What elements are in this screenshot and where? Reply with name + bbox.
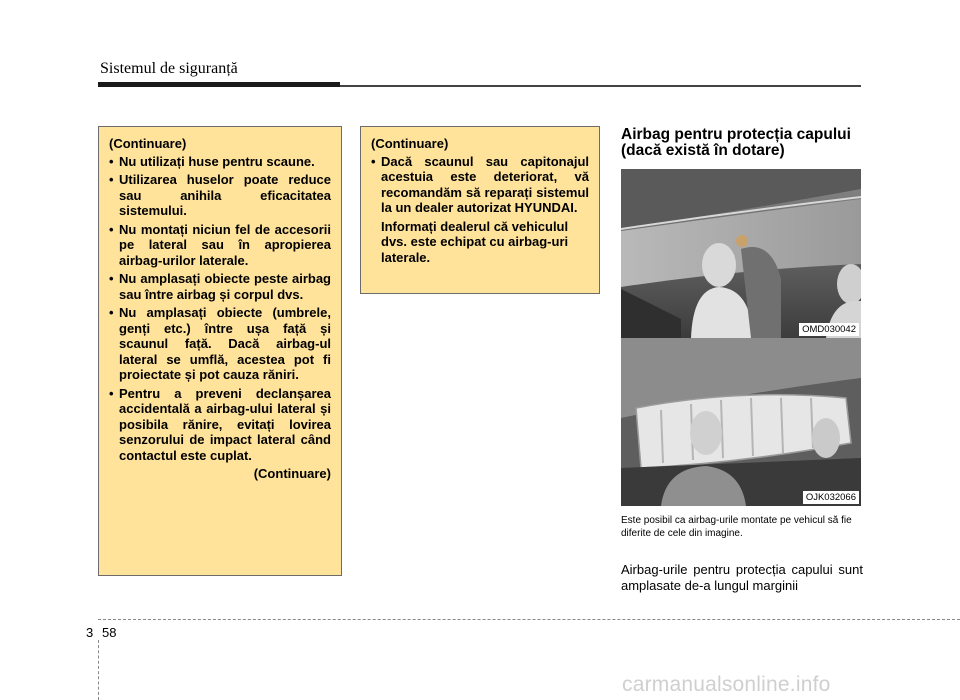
bullet-icon: • [371, 153, 376, 169]
image-code-label: OJK032066 [803, 491, 859, 504]
warning-box-left [98, 126, 342, 576]
bullet-icon: • [109, 153, 114, 169]
airbag-photo-deployed [621, 338, 861, 506]
watermark: carmanualsonline.info [622, 673, 831, 696]
warning-list [109, 154, 331, 464]
footer-dashed-vertical [98, 640, 99, 700]
section-title: Airbag pentru protecția capului (dacă există în dotare) [621, 126, 851, 159]
continued-heading: (Continuare) [109, 136, 187, 151]
deployed-curtain-airbag-illustration [621, 338, 861, 506]
bullet-icon: • [109, 172, 114, 187]
list-item: • Dacă scaunul sau capitonajul acestuia este deteriorat, vă recomandăm să reparați sistemul la un dealer autorizat HYUNDAI. [371, 153, 589, 215]
header-rule-thin [340, 85, 861, 87]
bullet-icon: • [109, 385, 114, 401]
list-item: • Utilizarea huselor poate reduce sau anihila eficacitatea sistemului. [109, 172, 331, 218]
list-item: • Nu amplasați obiecte (umbrele, genți etc.) între ușa față și scaunul față. Dacă airbag-ul lateral se umflă, acestea pot fi proiectate și pot cauza răniri. [109, 305, 331, 382]
bullet-icon: • [109, 305, 114, 320]
list-item: • Pentru a preveni declanșarea accidentală a airbag-ului lateral și posibila rănire, evitați lovirea senzorului de impact lateral când contactul este cuplat. [109, 385, 331, 463]
image-caption: Este posibil ca airbag-urile montate pe vehicul să fie diferite de cele din imagine. [621, 515, 852, 539]
dealer-info-paragraph: Informați dealerul că vehiculul dvs. este echipat cu airbag-uri laterale. [381, 218, 569, 265]
header-rule-thick [98, 82, 340, 87]
bullet-icon: • [109, 271, 114, 286]
airbag-photo-folded [621, 169, 861, 338]
continued-heading: (Continuare) [371, 136, 449, 151]
image-code-label: OMD030042 [799, 323, 859, 336]
list-item: • Nu utilizați huse pentru scaune. [109, 153, 315, 169]
car-interior-illustration [621, 169, 861, 338]
chapter-title: Sistemul de siguranță [100, 60, 238, 77]
footer-dashed-line [98, 619, 960, 620]
list-item: • Nu amplasați obiecte peste airbag sau între airbag și corpul dvs. [109, 271, 331, 302]
list-item: • Nu montați niciun fel de accesorii pe lateral sau în apropierea airbag-urilor laterale. [109, 221, 331, 268]
page-number: 58 [102, 625, 117, 640]
warning-list [371, 154, 589, 216]
continued-footer: (Continuare) [253, 466, 331, 481]
chapter-number: 3 [86, 625, 94, 640]
warning-box-middle [360, 126, 600, 294]
body-paragraph: Airbag-urile pentru protecția capului sunt amplasate de-a lungul marginii [621, 562, 863, 593]
bullet-icon: • [109, 221, 114, 237]
